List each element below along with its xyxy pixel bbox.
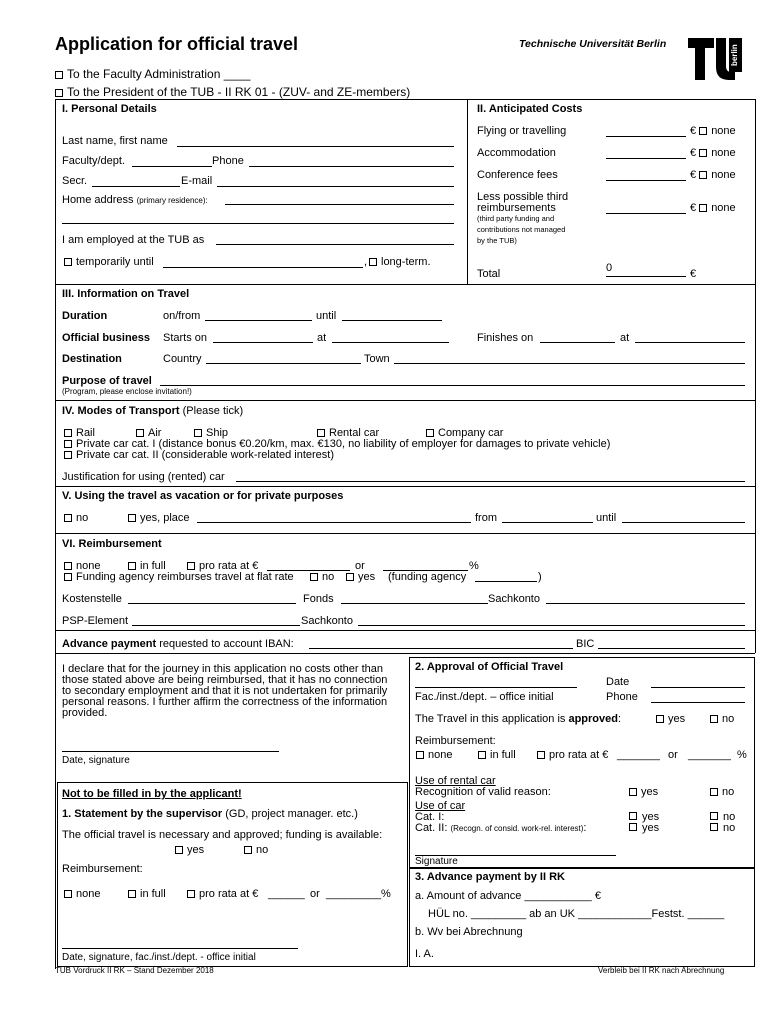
checkbox[interactable]	[128, 514, 136, 522]
vacation-from-label: from	[475, 512, 497, 524]
checkbox[interactable]	[187, 890, 195, 898]
approval-no[interactable]: no	[710, 713, 734, 726]
iban-field[interactable]	[309, 648, 573, 649]
less-none[interactable]: € none	[690, 202, 736, 214]
funding-close: )	[538, 571, 542, 583]
approval-heading: 2. Approval of Official Travel	[415, 661, 564, 673]
supervisor-warning: Not to be filled in by the applicant!	[62, 788, 242, 800]
total-value[interactable]: 0	[606, 262, 613, 274]
checkbox[interactable]	[64, 429, 72, 437]
approval-date-label: Date	[606, 676, 630, 688]
approval-cat2: Cat. II: (Recogn. of consid. work-rel. interest):	[415, 822, 587, 834]
transport-heading: IV. Modes of Transport (Please tick)	[62, 405, 244, 417]
checkbox[interactable]	[64, 573, 72, 581]
cat2-no-checkbox[interactable]	[710, 823, 718, 831]
until-field[interactable]	[163, 267, 363, 268]
cat1-yes-label: yes	[642, 811, 660, 823]
bic-label: BIC	[576, 638, 595, 650]
country-field[interactable]	[206, 363, 361, 364]
official-label: Official business	[62, 332, 151, 344]
reimb-prorata[interactable]: pro rata at €	[187, 560, 258, 573]
private2-option[interactable]: Private car cat. II (considerable work-related interest)	[64, 449, 334, 462]
approval-recog-yes[interactable]: yes	[629, 786, 658, 799]
at-field[interactable]	[332, 342, 449, 343]
advance-label: Advance payment requested to account IBAN:	[62, 638, 294, 650]
cat2-yes-checkbox[interactable]	[629, 823, 637, 831]
less-note-3: by the TUB)	[477, 236, 517, 245]
cat2-no-label: no	[723, 822, 736, 834]
approval-date-field[interactable]	[651, 687, 745, 688]
declaration-signature-line[interactable]	[62, 751, 279, 752]
supervisor-necessary: The official travel is necessary and approved; funding is available:	[62, 829, 383, 841]
duration-label: Duration	[62, 310, 108, 322]
sachkonto2-label: Sachkonto	[301, 615, 353, 627]
reimb-infull[interactable]: in full	[128, 560, 166, 573]
email-label: E-mail	[181, 175, 213, 187]
checkbox[interactable]	[64, 562, 72, 570]
checkbox[interactable]	[699, 149, 707, 157]
approval-none[interactable]: none	[416, 749, 452, 762]
approval-or: or	[668, 749, 678, 761]
email-field[interactable]	[217, 186, 454, 187]
funding-no[interactable]: no	[310, 571, 334, 584]
purpose-field[interactable]	[160, 385, 745, 386]
approval-reimb: Reimbursement:	[415, 735, 496, 747]
checkbox[interactable]	[426, 429, 434, 437]
section-divider	[467, 99, 468, 284]
cost-none-accommodation[interactable]: € none	[690, 147, 736, 159]
vacation-from-field[interactable]	[502, 522, 593, 523]
supervisor-none[interactable]: none	[64, 888, 100, 901]
checkbox[interactable]	[128, 890, 136, 898]
kostenstelle-label: Kostenstelle	[62, 593, 122, 605]
name-field[interactable]	[177, 146, 454, 147]
cat1-yes-checkbox[interactable]	[629, 812, 637, 820]
logo-sub-text: berlin	[730, 44, 739, 66]
declaration-line-1: I declare that for the journey in this application no costs other than	[62, 663, 384, 675]
comma: ,	[364, 256, 368, 268]
finishes-label: Finishes on	[477, 332, 534, 344]
place-field[interactable]	[197, 522, 471, 523]
approval-phone-label: Phone	[606, 691, 638, 703]
justification-field[interactable]	[236, 481, 745, 482]
starts-field[interactable]	[213, 342, 313, 343]
checkbox[interactable]	[317, 429, 325, 437]
approval-fac-label: Fac./inst./dept. – office initial	[415, 691, 554, 703]
home-label: Home address (primary residence):	[62, 194, 208, 206]
checkbox[interactable]	[194, 429, 202, 437]
divider	[409, 867, 755, 869]
checkbox[interactable]	[55, 89, 63, 97]
vacation-until-field[interactable]	[622, 522, 745, 523]
air-option[interactable]: Air	[136, 427, 161, 440]
checkbox[interactable]	[64, 440, 72, 448]
supervisor-signature-label: Date, signature, fac./inst./dept. - office initial	[62, 952, 256, 963]
approval-yes[interactable]: yes	[656, 713, 685, 726]
checkbox[interactable]	[699, 204, 707, 212]
funding-yes[interactable]: yes	[346, 571, 375, 584]
page-title: Application for official travel	[55, 34, 299, 54]
funding-option[interactable]: Funding agency reimburses travel at flat rate	[64, 571, 294, 584]
cost-none-flying[interactable]: € none	[690, 125, 736, 137]
cost-label-accommodation: Accommodation	[477, 147, 556, 159]
checkbox[interactable]	[128, 562, 136, 570]
cost-field-flying[interactable]	[606, 136, 686, 137]
approval-prorata[interactable]: pro rata at €	[537, 749, 608, 762]
bic-field[interactable]	[598, 648, 745, 649]
supervisor-prorata[interactable]: pro rata at €	[187, 888, 258, 901]
at2-field[interactable]	[635, 342, 745, 343]
declaration-line-5: provided.	[62, 707, 108, 719]
purpose-note: (Program, please enclose invitation!)	[62, 387, 192, 396]
addressee-faculty[interactable]: To the Faculty Administration ____	[55, 68, 250, 82]
declaration-line-2: those stated above are being reimbursed, that it has no connection	[62, 674, 388, 686]
employed-field[interactable]	[216, 244, 454, 245]
private1-option[interactable]: Private car cat. I (distance bonus €0.20/km, max. €130, no liability of employer for damages to private vehicle)	[64, 438, 610, 451]
checkbox[interactable]	[656, 715, 664, 723]
approval-blank1[interactable]: _______	[617, 749, 660, 761]
total-label: Total	[477, 268, 501, 280]
divider	[55, 533, 755, 534]
rail-option[interactable]: Rail	[64, 427, 95, 440]
approval-blank2[interactable]: _______	[688, 749, 731, 761]
costs-heading: II. Anticipated Costs	[477, 103, 583, 115]
phone-label: Phone	[212, 155, 244, 167]
advance3-b: b. Wv bei Abrechnung	[415, 926, 523, 938]
sachkonto2-field[interactable]	[358, 625, 745, 626]
checkbox[interactable]	[136, 429, 144, 437]
starts-label: Starts on	[163, 332, 208, 344]
reimb-or: or	[355, 560, 365, 572]
vacation-heading: V. Using the travel as vacation or for private purposes	[62, 490, 344, 502]
reimb-pct: %	[469, 560, 479, 572]
approval-infull[interactable]: in full	[478, 749, 516, 762]
longterm-option[interactable]: long-term.	[369, 256, 431, 269]
rental-option[interactable]: Rental car	[317, 427, 379, 440]
less-note-1: (third party funding and	[477, 214, 555, 223]
personal-heading: I. Personal Details	[62, 103, 157, 115]
advance3-a: a. Amount of advance ___________ €	[415, 890, 601, 902]
onfrom-field[interactable]	[205, 320, 312, 321]
kostenstelle-field[interactable]	[128, 603, 296, 604]
company-option[interactable]: Company car	[426, 427, 503, 440]
footer-right: Verbleib bei II RK nach Abrechnung	[598, 966, 725, 975]
declaration-signature-label: Date, signature	[62, 755, 130, 766]
tu-logo	[686, 36, 744, 82]
funding-agency-field[interactable]	[475, 581, 537, 582]
checkbox[interactable]	[64, 514, 72, 522]
checkbox[interactable]	[699, 171, 707, 179]
university-name: Technische Universität Berlin	[519, 38, 667, 50]
checkbox[interactable]	[710, 715, 718, 723]
checkbox[interactable]	[64, 451, 72, 459]
cat2-yes-label: yes	[642, 822, 660, 834]
approval-pct: %	[737, 749, 747, 761]
less-note-2: contributions not managed	[477, 225, 566, 234]
faculty-field[interactable]	[132, 166, 212, 167]
cost-label-conference: Conference fees	[477, 169, 558, 181]
checkbox[interactable]	[416, 751, 424, 759]
less-label-2: reimbursements	[477, 202, 556, 214]
home-field-2[interactable]	[62, 223, 454, 224]
employed-label: I am employed at the TUB as	[62, 234, 205, 246]
checkbox[interactable]	[310, 573, 318, 581]
vacation-until-label: until	[596, 512, 617, 524]
advance3-ia: I. A.	[415, 948, 434, 960]
approval-fac-field[interactable]	[415, 687, 577, 688]
finishes-field[interactable]	[540, 342, 615, 343]
divider	[55, 630, 755, 631]
ship-option[interactable]: Ship	[194, 427, 228, 440]
checkbox[interactable]	[699, 127, 707, 135]
form-right-border	[755, 99, 756, 653]
form-left-border	[55, 99, 56, 969]
checkbox[interactable]	[629, 788, 637, 796]
cat1-no-label: no	[723, 811, 736, 823]
at-label: at	[317, 332, 327, 344]
justification-label: Justification for using (rented) car	[62, 471, 225, 483]
temporarily-option[interactable]: temporarily until	[64, 256, 154, 269]
addressee-president[interactable]: To the President of the TUB - II RK 01 - (ZUV- and ZE-members)	[55, 86, 410, 100]
advance3-hul: HÜL no. _________ ab an UK ____________Festst. ______	[428, 908, 725, 920]
divider	[55, 284, 755, 285]
name-label: Last name, first name	[62, 135, 168, 147]
supervisor-signature-line[interactable]	[62, 948, 298, 949]
sachkonto-field[interactable]	[546, 603, 745, 604]
supervisor-reimb: Reimbursement:	[62, 863, 143, 875]
checkbox[interactable]	[64, 890, 72, 898]
travel-heading: III. Information on Travel	[62, 288, 190, 300]
supervisor-blank1[interactable]: ______	[268, 888, 305, 900]
advance3-heading: 3. Advance payment by II RK	[415, 871, 565, 883]
town-label: Town	[364, 353, 390, 365]
supervisor-infull[interactable]: in full	[128, 888, 166, 901]
town-field[interactable]	[394, 363, 745, 364]
cost-field-conference[interactable]	[606, 180, 686, 181]
onfrom-label: on/from	[163, 310, 201, 322]
country-label: Country	[163, 353, 202, 365]
approval-cat1: Cat. I:	[415, 811, 445, 823]
cost-field-accommodation[interactable]	[606, 158, 686, 159]
divider	[55, 653, 755, 654]
supervisor-heading: 1. Statement by the supervisor (GD, project manager. etc.)	[62, 808, 358, 820]
approval-approved: The Travel in this application is approved:	[415, 713, 622, 725]
vacation-no[interactable]: no	[64, 512, 88, 525]
funding-agency-label: (funding agency	[388, 571, 467, 583]
reimb-none[interactable]: none	[64, 560, 100, 573]
divider	[55, 400, 755, 401]
cat1-no-checkbox[interactable]	[710, 812, 718, 820]
psp-field[interactable]	[132, 625, 300, 626]
checkbox[interactable]	[369, 258, 377, 266]
approval-signature-label: Signature	[415, 856, 458, 867]
divider	[55, 99, 755, 100]
vacation-yes[interactable]: yes, place	[128, 512, 190, 525]
footer-left: TUB Vordruck II RK – Stand Dezember 2018	[55, 966, 214, 975]
approval-recog: Recognition of valid reason:	[415, 786, 551, 798]
checkbox[interactable]	[175, 846, 183, 854]
approval-recog-no[interactable]: no	[710, 786, 734, 799]
at2-label: at	[620, 332, 630, 344]
cost-none-conference[interactable]: € none	[690, 169, 736, 181]
destination-label: Destination	[62, 353, 122, 365]
declaration-line-3: to secondary employment and that it is not undertaken for primarily	[62, 685, 388, 697]
checkbox[interactable]	[55, 71, 63, 79]
checkbox[interactable]	[244, 846, 252, 854]
secr-field[interactable]	[92, 186, 180, 187]
phone-field[interactable]	[249, 166, 454, 167]
home-field[interactable]	[225, 204, 454, 205]
supervisor-no[interactable]: no	[244, 844, 268, 857]
total-currency: €	[690, 268, 697, 280]
psp-label: PSP-Element	[62, 615, 129, 627]
approval-usecar-heading: Use of car	[415, 800, 466, 812]
total-field[interactable]	[606, 276, 686, 277]
checkbox[interactable]	[537, 751, 545, 759]
less-field[interactable]	[606, 213, 686, 214]
cost-label-flying: Flying or travelling	[477, 125, 567, 137]
approval-rental-heading: Use of rental car	[415, 775, 496, 787]
checkbox[interactable]	[64, 258, 72, 266]
faculty-label: Faculty/dept.	[62, 155, 125, 167]
fonds-field[interactable]	[341, 603, 488, 604]
until-field[interactable]	[342, 320, 442, 321]
checkbox[interactable]	[478, 751, 486, 759]
secr-label: Secr.	[62, 175, 88, 187]
until-label: until	[316, 310, 337, 322]
divider	[55, 486, 755, 487]
checkbox[interactable]	[710, 788, 718, 796]
purpose-label: Purpose of travel	[62, 375, 152, 387]
supervisor-or: or	[310, 888, 320, 900]
approval-phone-field[interactable]	[651, 702, 745, 703]
reimb-heading: VI. Reimbursement	[62, 538, 162, 550]
less-label-1: Less possible third	[477, 191, 569, 203]
fonds-label: Fonds	[303, 593, 334, 605]
checkbox[interactable]	[187, 562, 195, 570]
supervisor-blank2[interactable]: _________%	[326, 888, 391, 900]
supervisor-yes[interactable]: yes	[175, 844, 204, 857]
declaration-line-4: personal reasons. I further affirm the correctness of the information	[62, 696, 388, 708]
checkbox[interactable]	[346, 573, 354, 581]
sachkonto-label: Sachkonto	[488, 593, 540, 605]
